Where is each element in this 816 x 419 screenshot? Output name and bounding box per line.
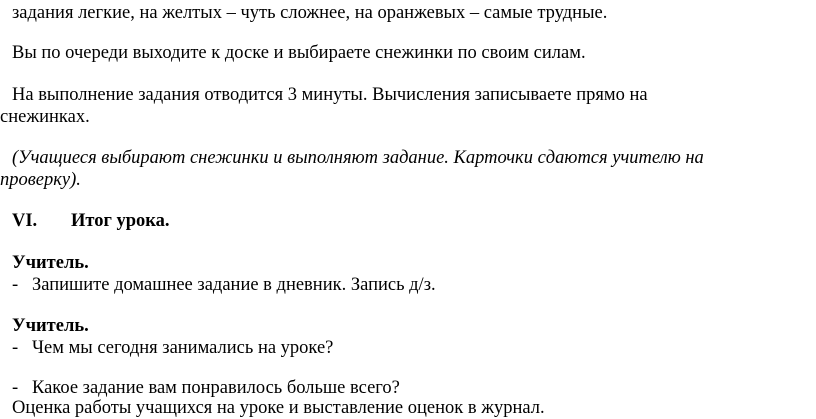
list-item-text: Какое задание вам понравилось больше всего? [32, 378, 400, 398]
italic-note-line: (Учащиеся выбирают снежинки и выполняют задание. Карточки сдаются учителю на [12, 148, 704, 168]
paragraph-line: Вы по очереди выходите к доске и выбираете снежинки по своим силам. [12, 43, 586, 63]
teacher-label: Учитель. [12, 316, 89, 336]
paragraph-line: На выполнение задания отводится 3 минуты. Вычисления записываете прямо на [12, 85, 648, 105]
italic-note-line: проверку). [0, 170, 81, 190]
teacher-label: Учитель. [12, 253, 89, 273]
list-item-text: Чем мы сегодня занимались на уроке? [32, 338, 334, 358]
paragraph-line: Оценка работы учащихся на уроке и выставление оценок в журнал. [12, 398, 545, 418]
list-dash: - [12, 275, 19, 295]
section-number: VI. [12, 211, 38, 231]
list-item-text: Запишите домашнее задание в дневник. Запись д/з. [32, 275, 436, 295]
paragraph-line: снежинках. [0, 107, 90, 127]
paragraph-line: задания легкие, на желтых – чуть сложнее, на оранжевых – самые трудные. [12, 3, 608, 23]
section-title: Итог урока. [71, 211, 170, 231]
list-dash: - [12, 378, 19, 398]
list-dash: - [12, 338, 19, 358]
